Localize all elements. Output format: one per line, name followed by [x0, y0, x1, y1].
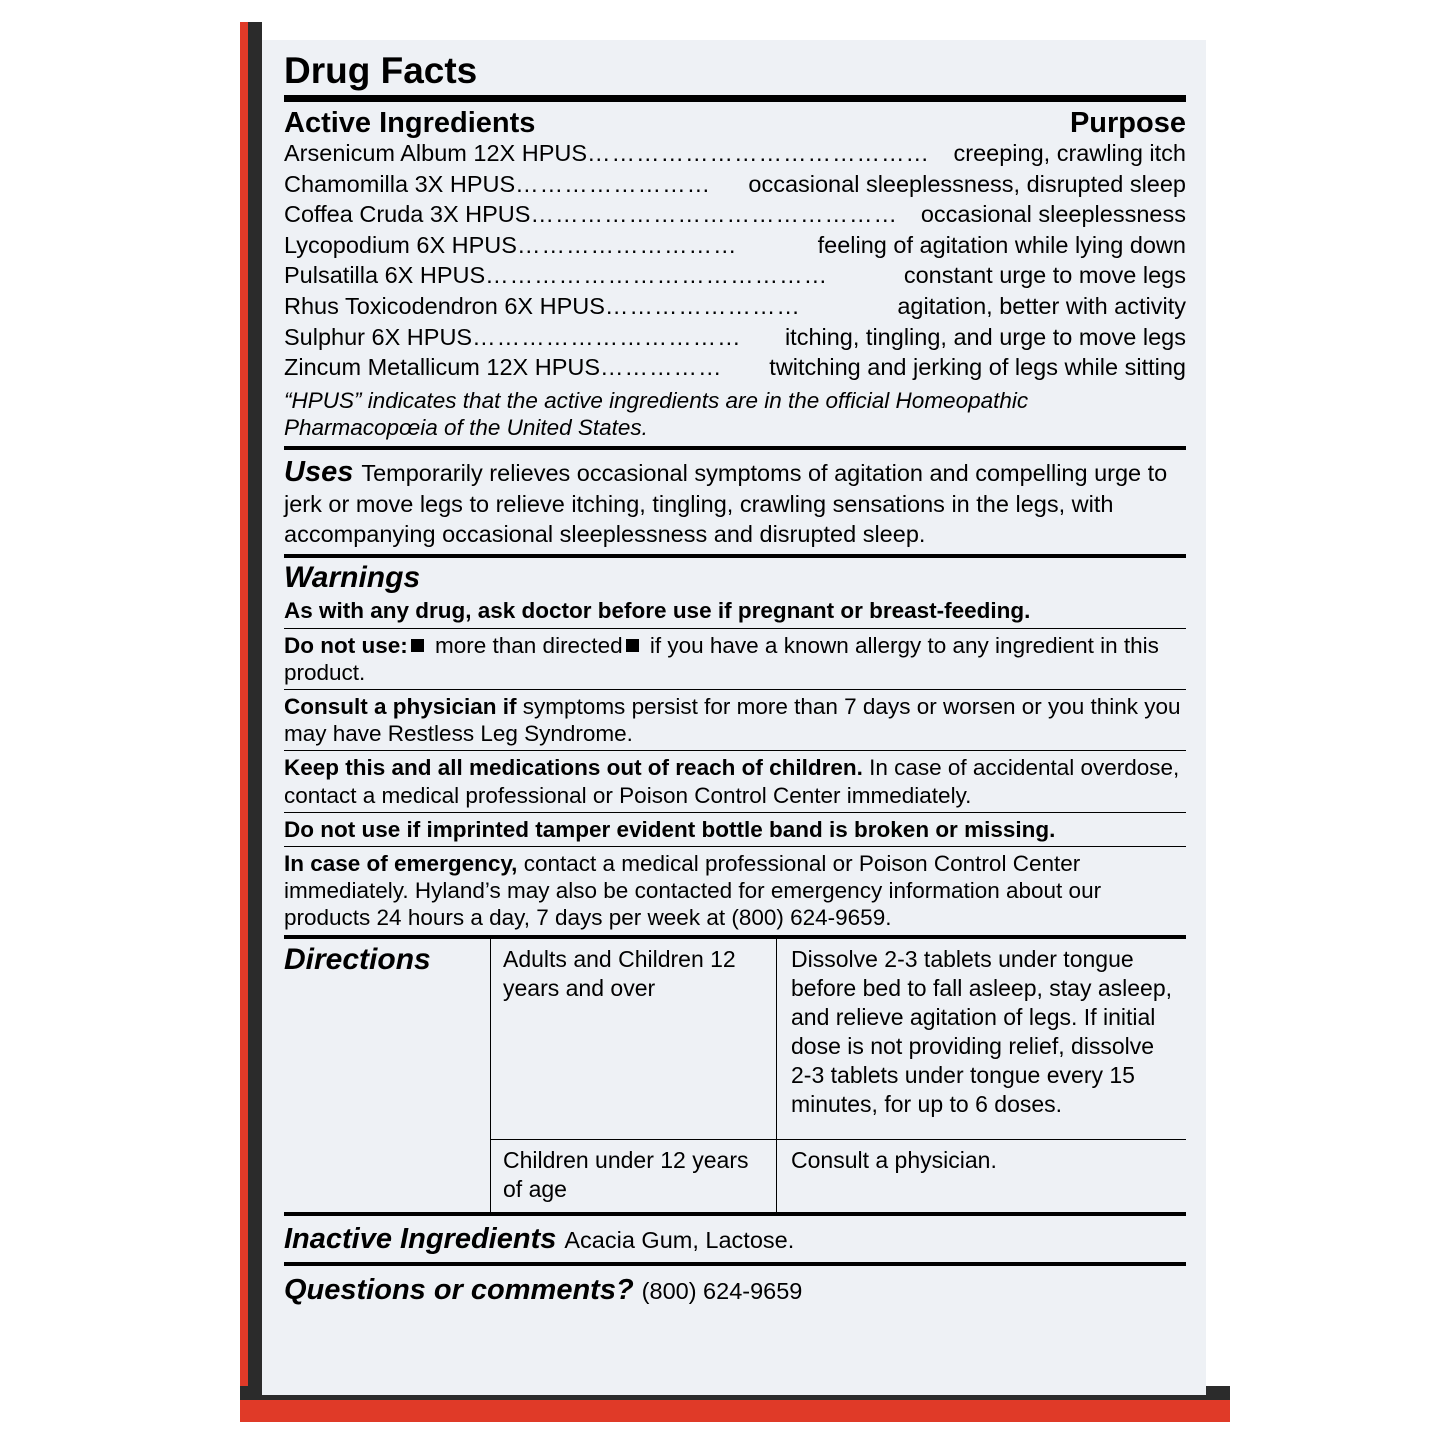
ingredient-name: Pulsatilla 6X HPUS: [284, 262, 486, 289]
warnings-section: [284, 558, 1186, 934]
ingredient-name: Lycopodium 6X HPUS: [284, 231, 517, 258]
bullet-square-icon: [411, 639, 424, 652]
ingredient-name: Arsenicum Album 12X HPUS: [284, 140, 588, 167]
warning-bold: Keep this and all medications out of reach of children.: [284, 755, 863, 781]
warning-bold: As with any drug, ask doctor before use if pregnant or breast-feeding.: [284, 598, 1031, 624]
ingredient-leader-dots: ……………: [600, 354, 723, 381]
drug-facts-panel: [262, 40, 1206, 1395]
ingredient-leader-dots: ……………………………………: [485, 262, 829, 289]
warning-bold: Do not use:: [284, 632, 408, 658]
directions-label: Directions: [284, 942, 431, 976]
ingredient-leader-dots: ………………………: [516, 231, 738, 258]
warning-text: In case of accidental overdose, contact a medical professional or Poison Control Center immediately.: [284, 755, 1180, 808]
active-ingredients-section: [284, 102, 1186, 446]
inactive-ingredients-section: [284, 1216, 1186, 1263]
carton-dark-edge: [248, 22, 262, 1422]
questions-phone: (800) 624-9659: [641, 1278, 803, 1305]
ingredient-leader-dots: ……………………: [515, 170, 712, 197]
warning-text: more than directed: [428, 632, 623, 658]
uses-label: Uses: [284, 455, 354, 488]
directions-age-group: Adults and Children 12 years and over: [503, 945, 736, 1001]
warning-bold: Consult a physician if: [284, 693, 517, 719]
active-ingredient-row: [284, 352, 1186, 383]
ingredient-name: Chamomilla 3X HPUS: [284, 170, 516, 197]
active-ingredient-row: [284, 291, 1186, 322]
active-ingredient-row: [284, 260, 1186, 291]
ingredient-leader-dots: ……………………: [604, 293, 801, 320]
uses-text: Temporarily relieves occasional symptoms of agitation and compelling urge to jerk or move legs to relieve itching, tingling, crawling sensations in the legs, with accompanying occasional sleeplessness and disrupted sleep.: [284, 459, 1168, 547]
directions-section: [284, 939, 1186, 1212]
directions-age-group: Children under 12 years of age: [503, 1146, 749, 1202]
ingredient-purpose: itching, tingling, and urge to move legs: [784, 323, 1186, 350]
directions-row: [491, 939, 1186, 1140]
questions-section: [284, 1266, 1186, 1314]
ingredient-leader-dots: ……………………………: [472, 323, 742, 350]
inactive-ingredients-text: Acacia Gum, Lactose.: [564, 1226, 795, 1253]
directions-dose: Consult a physician.: [776, 1140, 1186, 1212]
active-ingredients-header-row: [284, 105, 1186, 138]
ingredient-purpose: twitching and jerking of legs while sitting: [769, 354, 1186, 381]
purpose-header: Purpose: [1069, 106, 1186, 139]
active-ingredient-row: [284, 169, 1186, 200]
inactive-ingredients-label: Inactive Ingredients: [284, 1222, 557, 1255]
ingredient-purpose: agitation, better with activity: [897, 293, 1186, 320]
questions-label: Questions or comments?: [284, 1274, 634, 1307]
ingredient-purpose: occasional sleeplessness, disrupted sleep: [748, 170, 1186, 197]
divider-thick-top: [284, 95, 1186, 102]
ingredient-name: Zincum Metallicum 12X HPUS: [284, 354, 601, 381]
ingredient-leader-dots: ……………………………………: [587, 140, 931, 167]
directions-row: [491, 1140, 1186, 1212]
warning-bold: Do not use if imprinted tamper evident bottle band is broken or missing.: [284, 816, 1056, 842]
active-ingredient-row: [284, 230, 1186, 261]
ingredient-name: Coffea Cruda 3X HPUS: [284, 201, 531, 228]
warning-item: [284, 690, 1186, 750]
ingredient-purpose: occasional sleeplessness: [920, 201, 1186, 228]
warning-item: [284, 813, 1186, 846]
ingredient-purpose: creeping, crawling itch: [953, 140, 1186, 167]
ingredient-name: Rhus Toxicodendron 6X HPUS: [284, 293, 605, 320]
active-ingredient-row: [284, 322, 1186, 353]
warning-item: [284, 629, 1186, 689]
bullet-square-icon: [626, 639, 639, 652]
uses-section: [284, 450, 1186, 555]
active-ingredient-row: [284, 138, 1186, 169]
warning-text: contact a medical professional or Poison Control Center immediately. Hyland’s may also be contacted for emergency information about our products 24 hours a day, 7 days per week at (800) 624-9659.: [284, 851, 1102, 931]
warning-item: [284, 594, 1186, 627]
ingredient-purpose: feeling of agitation while lying down: [817, 231, 1186, 258]
ingredient-name: Sulphur 6X HPUS: [284, 323, 473, 350]
active-ingredient-row: [284, 199, 1186, 230]
directions-table: [490, 939, 1186, 1212]
warning-item: [284, 847, 1186, 935]
hpus-note: “HPUS” indicates that the active ingredients are in the official Homeopathic Pharmacopœia of the United States.: [284, 387, 1029, 441]
active-ingredients-header: Active Ingredients: [284, 106, 536, 139]
warning-text: symptoms persist for more than 7 days or worsen or you think you may have Restless Leg Syndrome.: [284, 693, 1181, 747]
ingredient-leader-dots: ………………………………………: [530, 201, 898, 228]
warning-item: [284, 751, 1186, 811]
warning-text-2: if you have a known allergy to any ingredient in this product.: [284, 632, 1159, 685]
warning-bold: In case of emergency,: [284, 851, 518, 877]
drug-facts-title: Drug Facts: [284, 50, 478, 91]
directions-dose: Dissolve 2-3 tablets under tongue before bed to fall asleep, stay asleep, and relieve agitation of legs. If initial dose is not providing relief, dissolve 2-3 tablets under tongue every 15 minutes, for up to 6 doses.: [776, 939, 1186, 1139]
ingredient-purpose: constant urge to move legs: [903, 262, 1186, 289]
warnings-title: Warnings: [284, 561, 421, 595]
